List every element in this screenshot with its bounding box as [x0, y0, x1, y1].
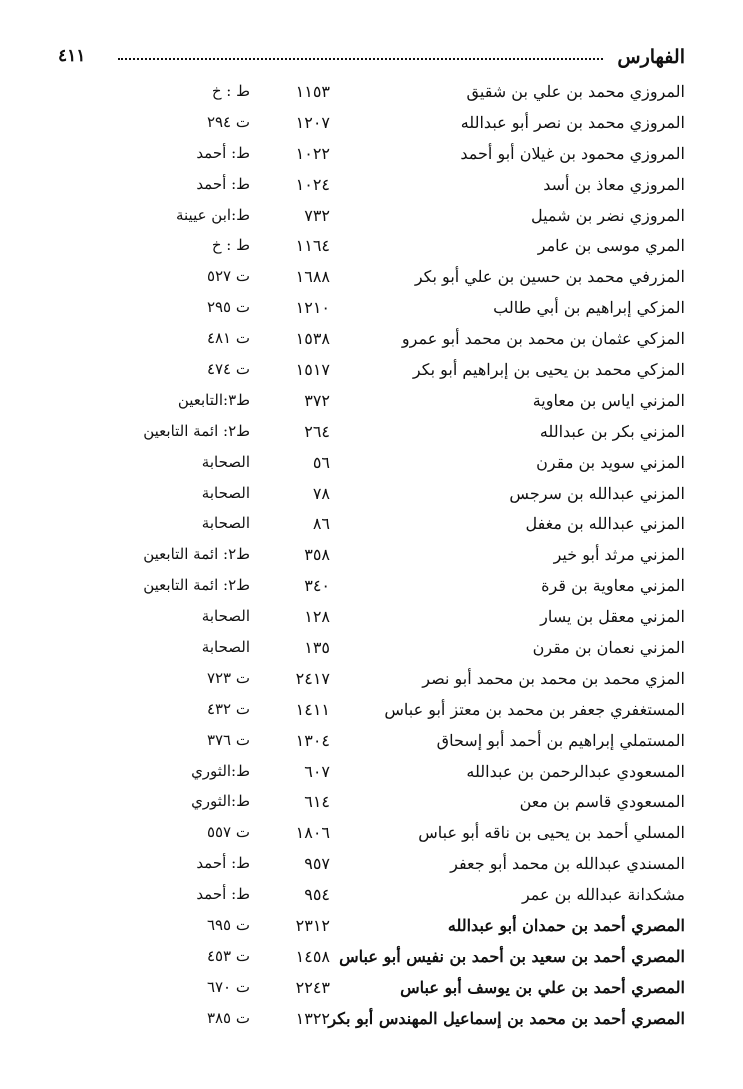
entry-name: المزني معقل بن يسار	[540, 607, 685, 627]
entry-number: ٢٤١٧	[295, 668, 330, 688]
entry-reference: ت ٤٣٢	[206, 699, 250, 718]
entry-reference: ت ٣٨٥	[206, 1008, 250, 1027]
entry-reference: ط:الثوري	[191, 761, 250, 780]
index-entry	[0, 605, 743, 636]
index-entry	[0, 234, 743, 265]
index-entry	[0, 111, 743, 142]
index-entry	[0, 667, 743, 698]
entry-number: ١٠٢٤	[295, 174, 330, 194]
entry-reference: ت ٢٩٤	[206, 112, 250, 131]
entry-reference: ط:ابن عيينة	[175, 205, 250, 224]
index-entry	[0, 883, 743, 914]
entry-number: ٨٦	[312, 514, 330, 534]
index-entry	[0, 852, 743, 883]
entry-number: ١٨٠٦	[295, 823, 330, 843]
entry-reference: الصحابة	[201, 514, 250, 533]
entry-name: المروزي محمود بن غيلان أبو أحمد	[460, 143, 685, 163]
entry-number: ١٥٣٨	[295, 329, 330, 349]
index-entry	[0, 389, 743, 420]
entry-name: المسعودي قاسم بن معن	[519, 792, 685, 812]
index-entry	[0, 142, 743, 173]
entry-name: المستملي إبراهيم بن أحمد أبو إسحاق	[436, 730, 685, 750]
entry-name: المسعودي عبدالرحمن بن عبدالله	[466, 761, 685, 781]
entry-number: ١٥١٧	[295, 360, 330, 380]
entry-reference: ط: أحمد	[196, 854, 250, 873]
entry-reference: ط: أحمد	[196, 174, 250, 193]
entry-name: المروزي نضر بن شميل	[530, 205, 685, 225]
entry-number: ١٠٢٢	[295, 143, 330, 163]
entry-reference: ط٢: ائمة التابعين	[143, 545, 250, 564]
entry-reference: ط٢: ائمة التابعين	[143, 576, 250, 595]
entry-number: ١٦٨٨	[295, 267, 330, 287]
entry-name: المزني بكر بن عبدالله	[539, 421, 685, 441]
index-entry	[0, 420, 743, 451]
entry-number: ٢٣١٢	[295, 916, 330, 936]
entry-name: المزكي إبراهيم بن أبي طالب	[493, 298, 685, 318]
entry-reference: ت ٥٥٧	[206, 823, 250, 842]
entry-name: المصري أحمد بن حمدان أبو عبدالله	[447, 916, 685, 936]
entry-number: ٧٨	[312, 483, 330, 503]
entry-name: المستغفري جعفر بن محمد بن معتز أبو عباس	[384, 699, 685, 719]
entry-reference: ت ٤٨١	[206, 329, 250, 348]
entry-number: ٧٣٢	[304, 205, 330, 225]
entry-reference: ط٢: ائمة التابعين	[143, 421, 250, 440]
entry-reference: ط٣:التابعين	[177, 390, 250, 409]
index-entry	[0, 636, 743, 667]
index-entry	[0, 914, 743, 945]
entry-reference: ت ٤٥٣	[206, 946, 250, 965]
entry-number: ٦١٤	[304, 792, 330, 812]
entry-reference: ت ٢٩٥	[206, 298, 250, 317]
index-entry	[0, 327, 743, 358]
page-header	[0, 44, 743, 74]
index-entry	[0, 821, 743, 852]
entry-number: ٩٥٧	[304, 854, 330, 874]
entry-name: مشكدانة عبدالله بن عمر	[521, 885, 685, 905]
entry-name: المزني سويد بن مقرن	[536, 452, 685, 472]
entry-number: ١٤٥٨	[295, 946, 330, 966]
entry-number: ٣٥٨	[304, 545, 330, 565]
entry-name: المزني عبدالله بن مغفل	[525, 514, 685, 534]
entry-reference: ت ٥٢٧	[206, 267, 250, 286]
entry-reference: الصحابة	[201, 483, 250, 502]
entry-name: المزني مرثد أبو خير	[553, 545, 685, 565]
entry-number: ١١٦٤	[295, 236, 330, 256]
index-entry	[0, 790, 743, 821]
index-entry	[0, 945, 743, 976]
entry-number: ٥٦	[312, 452, 330, 472]
index-entry	[0, 451, 743, 482]
page-number: ٤١١	[58, 46, 86, 66]
entry-reference: الصحابة	[201, 638, 250, 657]
index-entry	[0, 512, 743, 543]
entry-number: ٩٥٤	[304, 885, 330, 905]
entry-reference: ط : خ	[211, 236, 250, 255]
index-entry	[0, 265, 743, 296]
entry-reference: ط: أحمد	[196, 885, 250, 904]
index-entry	[0, 543, 743, 574]
entry-reference: ط:الثوري	[191, 792, 250, 811]
entry-reference: ط : خ	[211, 82, 250, 100]
entry-number: ١٣٥	[304, 638, 330, 658]
entry-name: المصري أحمد بن محمد بن إسماعيل المهندس أبو بكر	[328, 1008, 685, 1028]
entry-reference: ت ٦٩٥	[206, 916, 250, 935]
entry-reference: ت ٦٧٠	[206, 977, 250, 996]
index-entry	[0, 358, 743, 389]
entry-number: ٣٤٠	[304, 576, 330, 596]
entry-name: المزني اياس بن معاوية	[532, 390, 685, 410]
entry-number: ٢٢٤٣	[295, 977, 330, 997]
entry-name: المروزي محمد بن نصر أبو عبدالله	[460, 112, 685, 132]
entry-name: المري موسى بن عامر	[537, 236, 685, 256]
entry-number: ٢٦٤	[304, 421, 330, 441]
entry-name: المزي محمد بن محمد بن محمد أبو نصر	[422, 668, 685, 688]
entry-number: ١٢٨	[304, 607, 330, 627]
entry-name: المزكي عثمان بن محمد بن محمد أبو عمرو	[401, 329, 685, 349]
entry-number: ٣٧٢	[304, 390, 330, 410]
entry-number: ١٣٢٢	[295, 1008, 330, 1028]
index-entry	[0, 729, 743, 760]
entry-reference: ط: أحمد	[196, 143, 250, 162]
entry-reference: ت ٤٧٤	[206, 360, 250, 379]
entry-reference: الصحابة	[201, 607, 250, 626]
index-entry	[0, 204, 743, 235]
index-entry	[0, 173, 743, 204]
index-entry	[0, 976, 743, 1007]
dotted-leader	[118, 58, 603, 60]
entry-name: المسلي أحمد بن يحيى بن ناقه أبو عباس	[418, 823, 685, 843]
index-entry	[0, 698, 743, 729]
entry-number: ١٣٠٤	[295, 730, 330, 750]
entry-name: المروزي معاذ بن أسد	[543, 174, 685, 194]
entry-name: المروزي محمد بن علي بن شقيق	[466, 82, 685, 101]
index-entry	[0, 482, 743, 513]
entry-name: المزني نعمان بن مقرن	[532, 638, 685, 658]
entry-number: ١٢١٠	[295, 298, 330, 318]
entry-name: المسندي عبدالله بن محمد أبو جعفر	[450, 854, 685, 874]
index-list	[0, 80, 743, 1038]
entry-number: ١٢٠٧	[295, 112, 330, 132]
entry-number: ١١٥٣	[295, 82, 330, 101]
index-entry	[0, 296, 743, 327]
entry-reference: الصحابة	[201, 452, 250, 471]
entry-number: ١٤١١	[295, 699, 330, 719]
entry-name: المزكي محمد بن يحيى بن إبراهيم أبو بكر	[412, 360, 685, 380]
entry-name: المصري أحمد بن علي بن يوسف أبو عباس	[400, 977, 685, 997]
entry-name: المزرفي محمد بن حسين بن علي أبو بكر	[414, 267, 685, 287]
entry-name: المزني عبدالله بن سرجس	[509, 483, 685, 503]
entry-reference: ت ٧٢٣	[206, 668, 250, 687]
index-entry	[0, 1007, 743, 1038]
entry-reference: ت ٣٧٦	[206, 730, 250, 749]
index-entry	[0, 574, 743, 605]
index-entry	[0, 760, 743, 791]
section-title: الفهارس	[617, 46, 685, 68]
index-entry	[0, 80, 743, 111]
entry-name: المصري أحمد بن سعيد بن أحمد بن نفيس أبو عباس	[339, 946, 685, 966]
entry-number: ٦٠٧	[304, 761, 330, 781]
entry-name: المزني معاوية بن قرة	[541, 576, 685, 596]
